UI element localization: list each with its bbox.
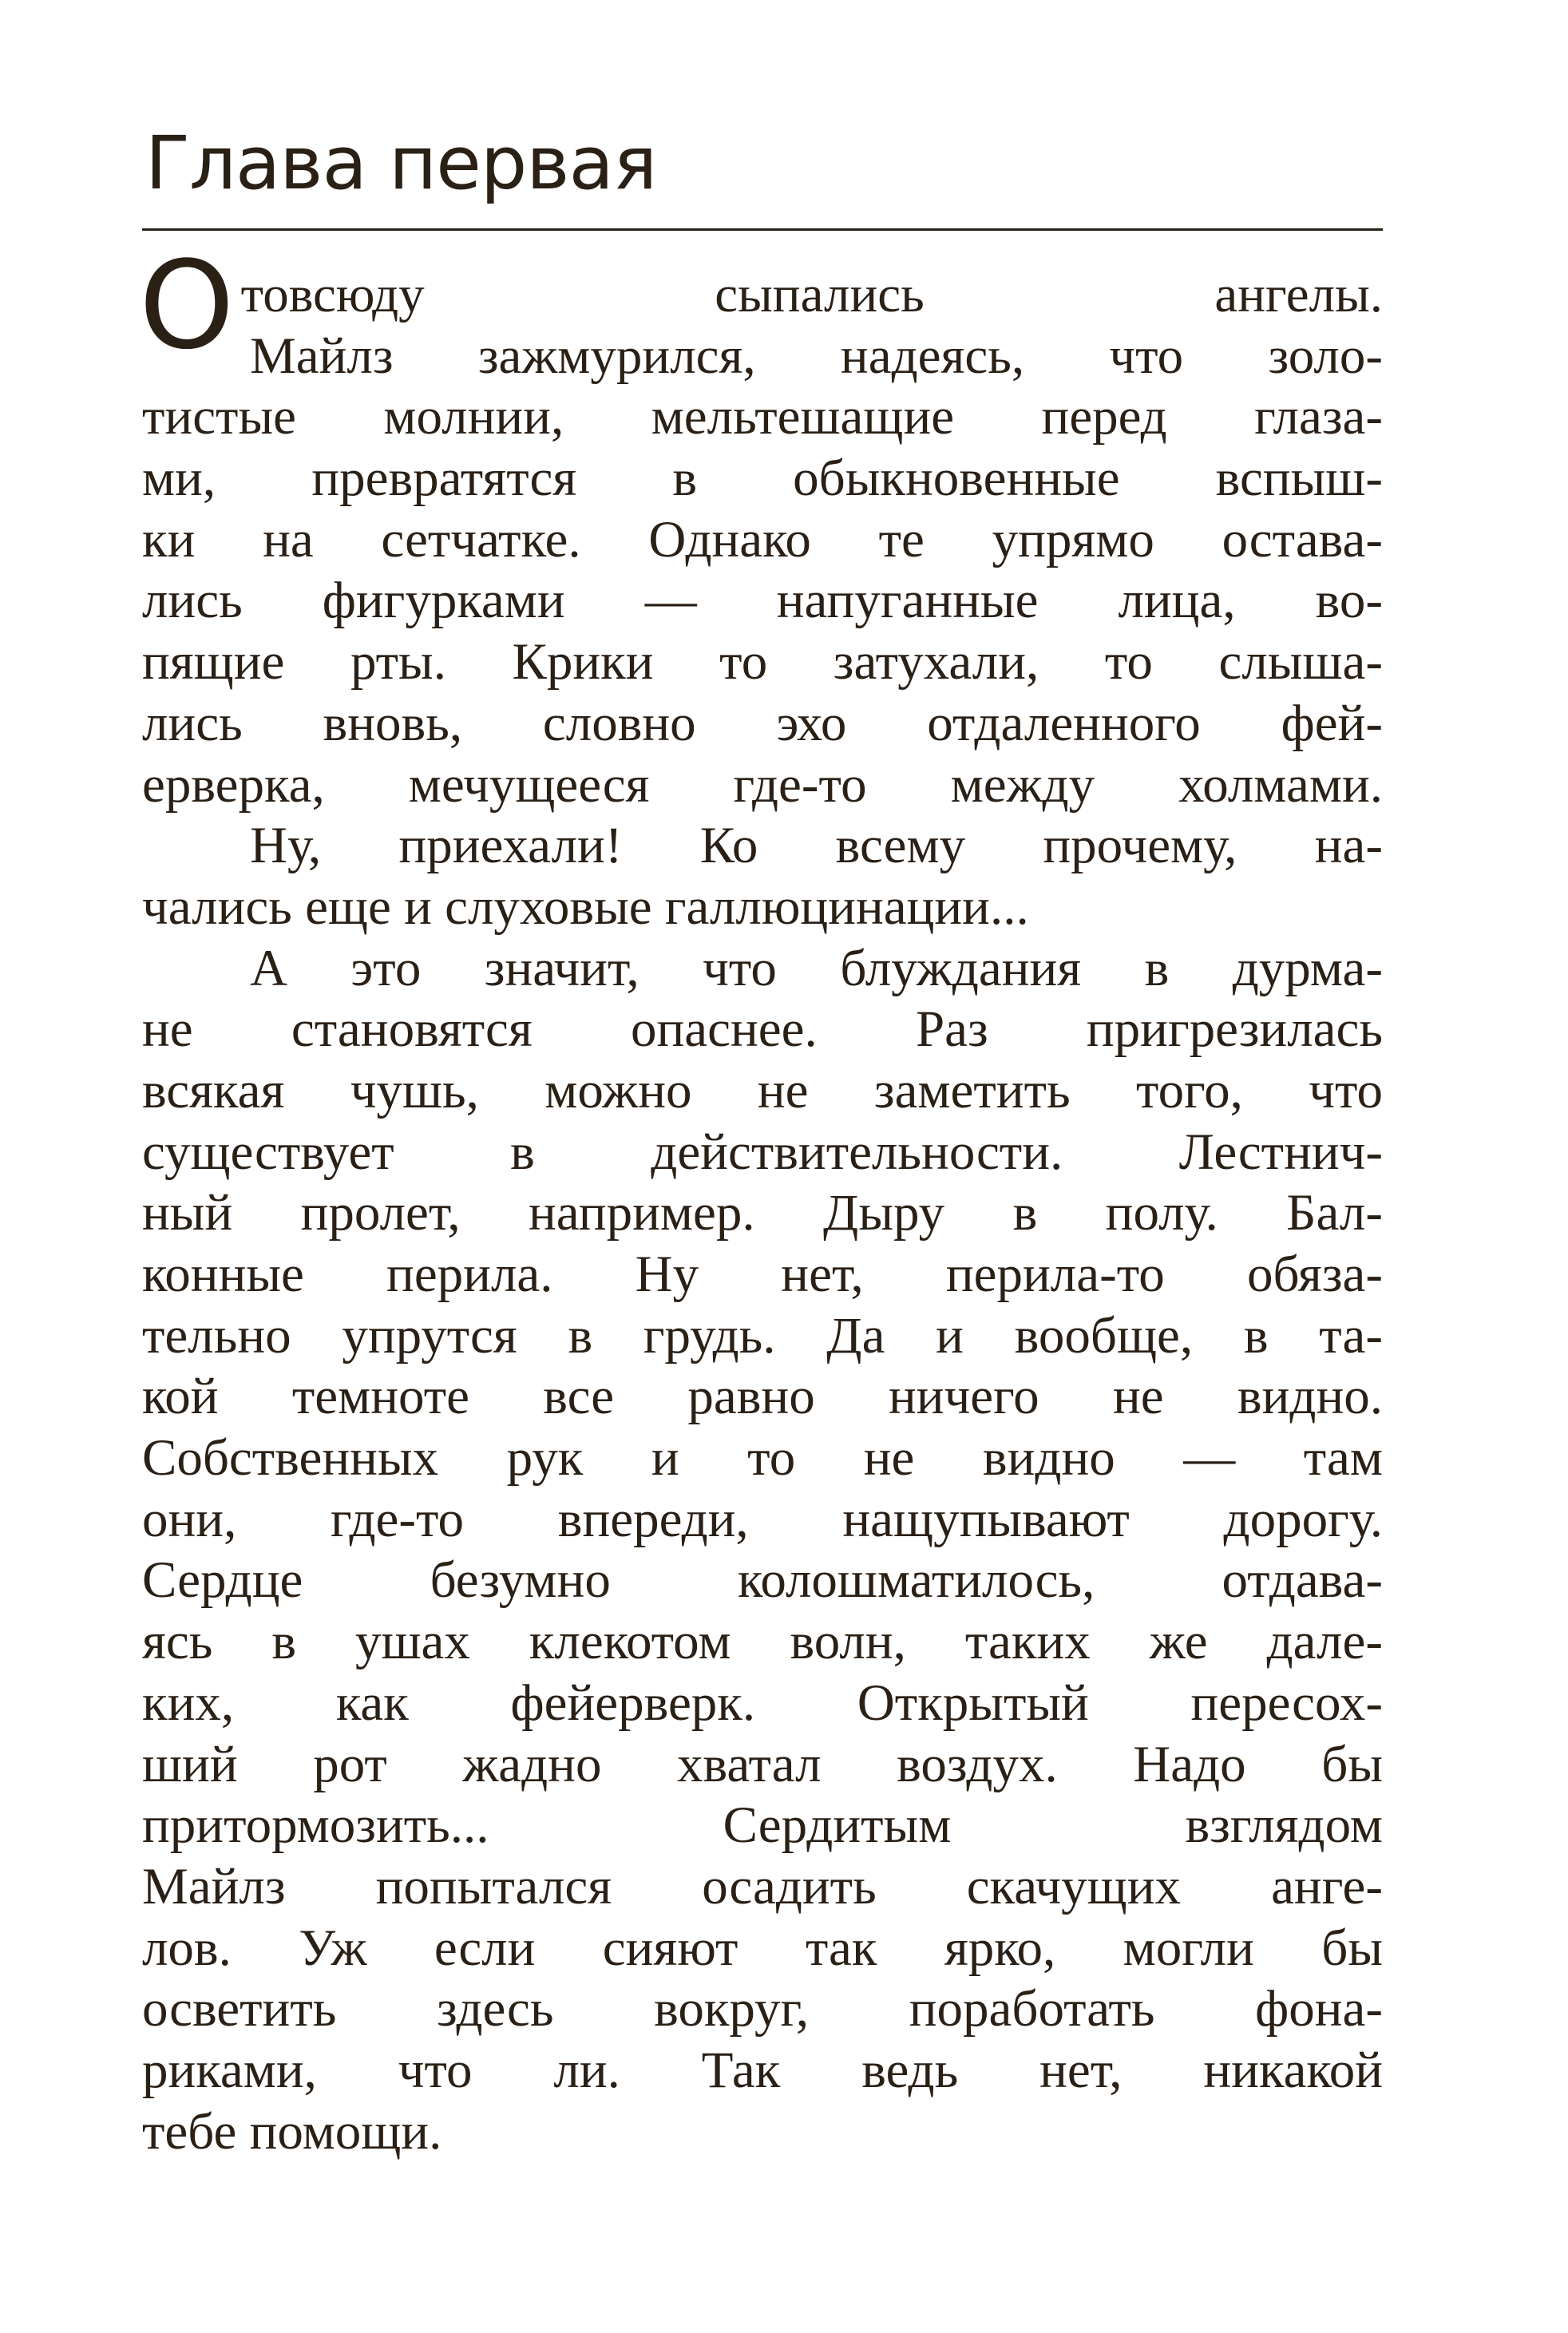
text-line: кой темноте все равно ничего не видно. [142,1368,1383,1426]
text-line: ких, как фейерверк. Открытый пересох- [142,1674,1383,1732]
text-line: Сердце безумно колошматилось, отдава- [142,1551,1383,1610]
text-line: ерверка, мечущееся где-то между холмами. [142,755,1383,814]
text-line: тистые молнии, мельтешащие перед глаза- [142,388,1383,446]
text-line: пящие рты. Крики то затухали, то слыша- [142,633,1383,691]
first-line-text: товсюду сыпались ангелы. [240,266,1383,323]
text-line: Майлз зажмурился, надеясь, что золо- [250,327,1383,385]
text-line: Ну, приехали! Ко всему прочему, на- [250,817,1383,875]
title-divider [142,228,1383,231]
chapter-title: Глава первая [145,121,657,206]
text-line: риками, что ли. Так ведь нет, никакой [142,2041,1383,2099]
text-line: ми, превратятся в обыкновенные вспыш- [142,450,1383,508]
text-line: не становятся опаснее. Раз пригрезилась [142,1000,1383,1059]
book-page [139,120,1383,2162]
text-line: ки на сетчатке. Однако те упрямо остава- [142,510,1383,568]
text-line: притормозить... Сердитым взглядом [142,1796,1383,1855]
text-line: А это значит, что блуждания в дурма- [250,939,1383,997]
text-lines [142,326,1383,2163]
text-line: Собственных рук и то не видно — там [142,1429,1383,1487]
text-line: тельно упрутся в грудь. Да и вообще, в та- [142,1306,1383,1365]
text-line: ясь в ушах клекотом волн, таких же дале- [142,1613,1383,1671]
text-line: ший рот жадно хватал воздух. Надо бы [142,1735,1383,1793]
text-line: чались еще и слуховые галлюцинации... [142,877,1029,936]
text-line: лись вновь, словно эхо отдаленного фей- [142,694,1383,752]
text-line: тебе помощи. [142,2102,442,2161]
text-line: лись фигурками — напуганные лица, во- [142,572,1383,630]
text-line: Майлз попытался осадить скачущих анге- [142,1857,1383,1915]
drop-cap: О [139,235,235,376]
text-line: конные перила. Ну нет, перила-то обяза- [142,1246,1383,1303]
text-line: всякая чушь, можно не заметить того, что [142,1061,1383,1119]
chapter-body [139,235,1383,2162]
text-line: ный пролет, например. Дыру в полу. Бал- [142,1184,1383,1242]
text-line: осветить здесь вокруг, поработать фона- [142,1980,1383,2038]
text-line: существует в действительности. Лестнич- [142,1123,1383,1181]
text-line: они, где-то впереди, нащупывают дорогу. [142,1490,1383,1548]
text-line: лов. Уж если сияют так ярко, могли бы [142,1919,1383,1977]
